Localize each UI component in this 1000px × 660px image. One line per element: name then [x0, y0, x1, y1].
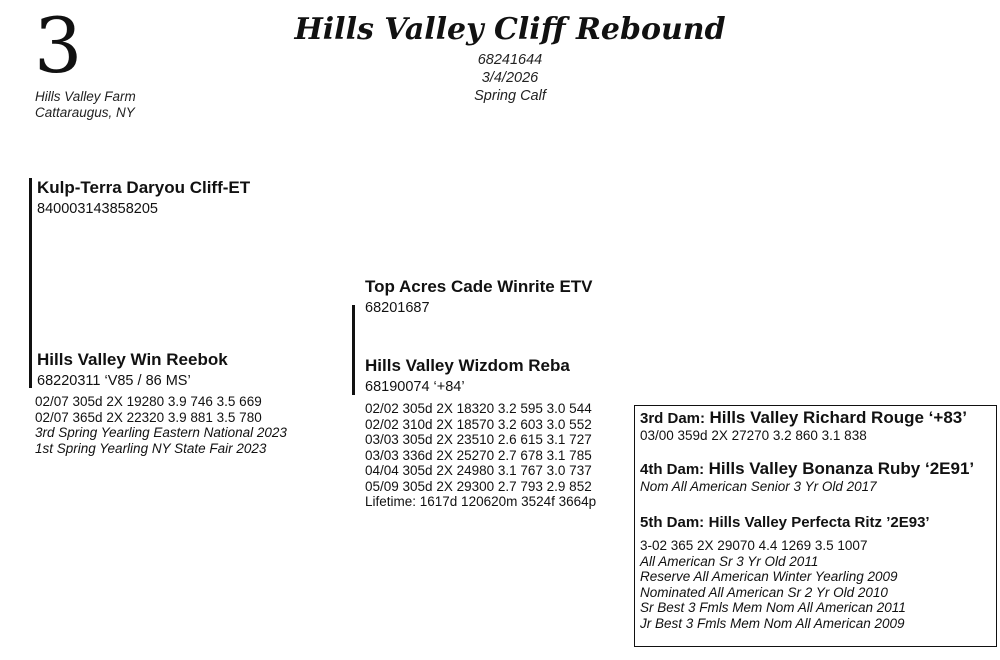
fifth-dam-award: Reserve All American Winter Yearling 2009 — [640, 569, 898, 584]
production-record: 02/02 305d 2X 18320 3.2 595 3.0 544 — [365, 401, 592, 416]
production-record: 02/07 305d 2X 19280 3.9 746 3.5 669 — [35, 394, 262, 409]
fifth-dam-label: 5th Dam: — [640, 514, 705, 531]
animal-birth-date: 3/4/2026 — [481, 70, 539, 86]
fifth-dam-name: Hills Valley Perfecta Ritz ’2E93’ — [708, 514, 930, 531]
sire-block — [37, 178, 250, 217]
fourth-dam-label: 4th Dam: — [640, 461, 705, 478]
dam-block — [37, 350, 228, 389]
consignor-info — [35, 89, 136, 121]
dam-records — [35, 394, 287, 456]
granddam-id: 68190074 ‘+84’ — [365, 379, 465, 395]
production-record: 03/03 336d 2X 25270 2.7 678 3.1 785 — [365, 447, 592, 463]
farm-name: Hills Valley Farm — [35, 89, 136, 104]
lot-number: 3 — [34, 1, 83, 90]
fifth-dam-award: Jr Best 3 Fmls Mem Nom All American 2009 — [640, 615, 905, 631]
dam-sire-block — [365, 277, 593, 316]
animal-class: Spring Calf — [474, 88, 546, 104]
fourth-dam-award: Nom All American Senior 3 Yr Old 2017 — [640, 479, 877, 494]
third-dam-record: 03/00 359d 2X 27270 3.2 860 3.1 838 — [640, 428, 867, 443]
granddam-block — [365, 356, 570, 395]
third-dam-label: 3rd Dam: — [640, 410, 706, 427]
dam-sire-id: 68201687 — [365, 300, 430, 316]
fifth-dam-block — [640, 514, 930, 631]
fifth-dam-award: Sr Best 3 Fmls Mem Nom All American 2011 — [640, 600, 906, 615]
dam-id: 68220311 ‘V85 / 86 MS’ — [37, 373, 191, 389]
show-award: 3rd Spring Yearling Eastern National 2023 — [35, 425, 287, 440]
show-award: 1st Spring Yearling NY State Fair 2023 — [35, 440, 267, 456]
lifetime-record: Lifetime: 1617d 120620m 3524f 3664p — [365, 494, 597, 509]
granddam-name: Hills Valley Wizdom Reba — [365, 356, 570, 375]
fifth-dam-record: 3-02 365 2X 29070 4.4 1269 3.5 1007 — [640, 538, 868, 553]
third-dam-name: Hills Valley Richard Rouge ‘+83’ — [709, 408, 967, 427]
dam-sire-name: Top Acres Cade Winrite ETV — [365, 277, 593, 296]
sire-name: Kulp-Terra Daryou Cliff-ET — [37, 178, 251, 197]
fourth-dam-block — [640, 459, 974, 495]
production-record: 05/09 305d 2X 29300 2.7 793 2.9 852 — [365, 478, 592, 494]
sire-id: 840003143858205 — [37, 201, 158, 217]
animal-name: Hills Valley Cliff Rebound — [294, 12, 726, 47]
farm-location: Cattaraugus, NY — [35, 105, 135, 120]
production-record: 03/03 305d 2X 23510 2.6 615 3.1 727 — [365, 432, 592, 447]
third-dam-block — [640, 408, 967, 444]
animal-registration: 68241644 — [477, 52, 543, 68]
production-record: 04/04 305d 2X 24980 3.1 767 3.0 737 — [365, 463, 592, 478]
production-record: 02/07 365d 2X 22320 3.9 881 3.5 780 — [35, 409, 262, 425]
fourth-dam-name: Hills Valley Bonanza Ruby ‘2E91’ — [708, 459, 975, 478]
dam-name: Hills Valley Win Reebok — [37, 350, 228, 369]
sire-dam-bracket — [29, 178, 32, 388]
dam-parents-bracket — [352, 305, 355, 395]
animal-info — [360, 51, 660, 105]
production-record: 02/02 310d 2X 18570 3.2 603 3.0 552 — [365, 416, 592, 432]
fifth-dam-award: All American Sr 3 Yr Old 2011 — [640, 553, 819, 569]
fifth-dam-award: Nominated All American Sr 2 Yr Old 2010 — [640, 584, 888, 600]
extended-family-box — [634, 405, 997, 647]
granddam-records — [365, 401, 596, 510]
